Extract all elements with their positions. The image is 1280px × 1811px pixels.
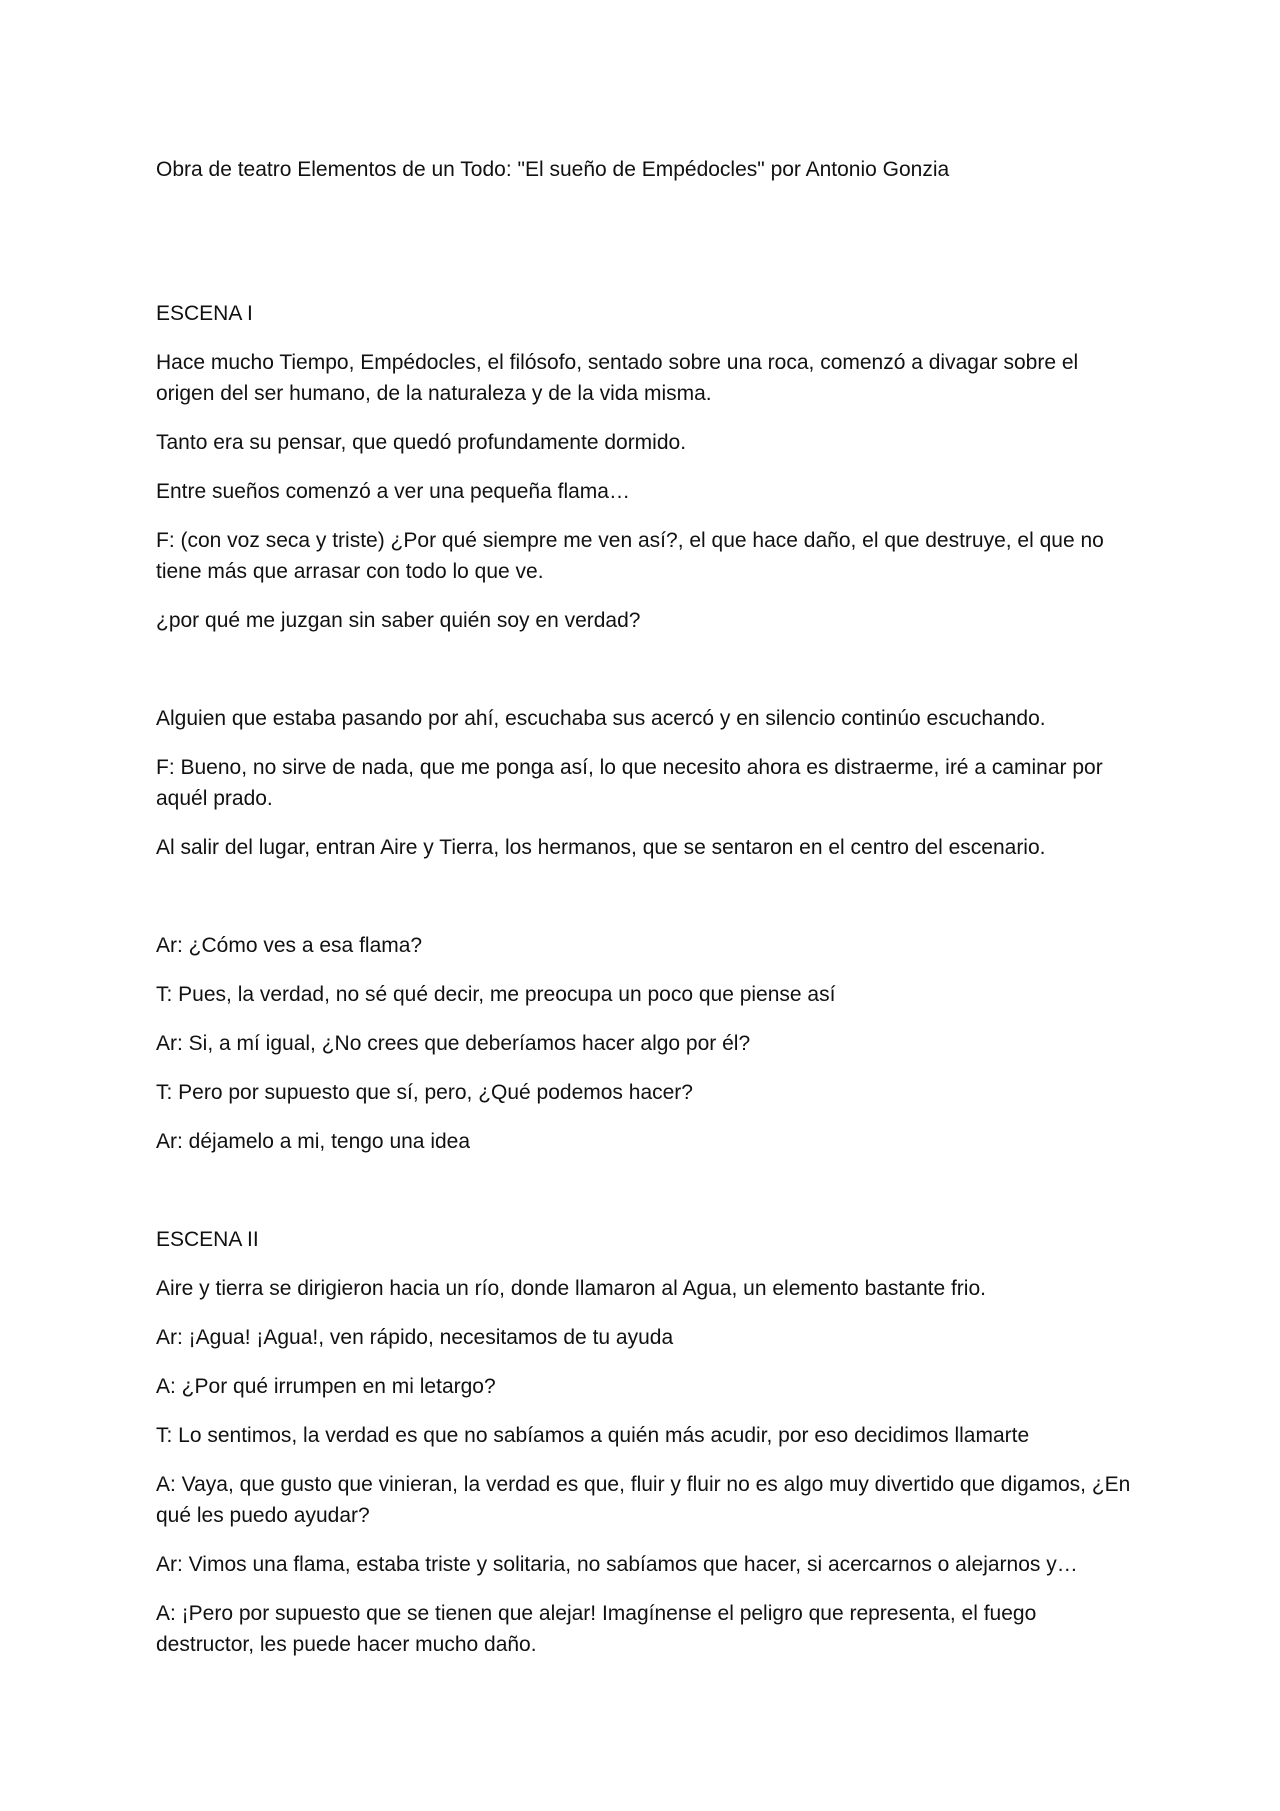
dialogue-line: A: Vaya, que gusto que vinieran, la verdad es que, fluir y fluir no es algo muy divertido que digamos, ¿En qué les puedo ayudar?	[156, 1473, 1131, 1527]
dialogue-line: Ar: déjamelo a mi, tengo una idea	[156, 1130, 471, 1153]
dialogue-line: A: ¡Pero por supuesto que se tienen que alejar! Imagínense el peligro que representa, el fuego destructor, les puede hacer mucho daño.	[156, 1602, 1037, 1656]
paragraph: Al salir del lugar, entran Aire y Tierra, los hermanos, que se sentaron en el centro del escenario.	[156, 836, 1046, 859]
paragraph: Alguien que estaba pasando por ahí, escuchaba sus acercó y en silencio continúo escuchando.	[156, 707, 1046, 730]
paragraph: Aire y tierra se dirigieron hacia un río, donde llamaron al Agua, un elemento bastante frio.	[156, 1277, 986, 1300]
scene-heading: ESCENA I	[156, 302, 253, 325]
blank-line	[156, 1175, 1136, 1224]
dialogue-line: F: (con voz seca y triste) ¿Por qué siempre me ven así?, el que hace daño, el que destruye, el que no tiene más que arrasar con todo lo que ve.	[156, 529, 1104, 583]
document-page	[156, 154, 1136, 1678]
dialogue-line: A: ¿Por qué irrumpen en mi letargo?	[156, 1375, 496, 1398]
paragraph: Hace mucho Tiempo, Empédocles, el filósofo, sentado sobre una roca, comenzó a divagar sobre el origen del ser humano, de la naturaleza y de la vida misma.	[156, 351, 1079, 405]
blank-line	[156, 881, 1136, 930]
dialogue-line: T: Lo sentimos, la verdad es que no sabíamos a quién más acudir, por eso decidimos llamarte	[156, 1424, 1030, 1447]
dialogue-line: ¿por qué me juzgan sin saber quién soy en verdad?	[156, 609, 641, 632]
dialogue-line: Ar: Si, a mí igual, ¿No crees que deberíamos hacer algo por él?	[156, 1032, 751, 1055]
dialogue-line: F: Bueno, no sirve de nada, que me ponga así, lo que necesito ahora es distraerme, iré a caminar por aquél prado.	[156, 756, 1103, 810]
dialogue-line: Ar: Vimos una flama, estaba triste y solitaria, no sabíamos que hacer, si acercarnos o alejarnos y…	[156, 1553, 1078, 1576]
paragraph: Entre sueños comenzó a ver una pequeña flama…	[156, 480, 630, 503]
paragraph: Tanto era su pensar, que quedó profundamente dormido.	[156, 431, 687, 454]
dialogue-line: T: Pero por supuesto que sí, pero, ¿Qué podemos hacer?	[156, 1081, 693, 1104]
dialogue-line: Ar: ¡Agua! ¡Agua!, ven rápido, necesitamos de tu ayuda	[156, 1326, 674, 1349]
scene-heading: ESCENA II	[156, 1228, 259, 1251]
blank-line	[156, 654, 1136, 703]
dialogue-line: Ar: ¿Cómo ves a esa flama?	[156, 934, 423, 957]
dialogue-line: T: Pues, la verdad, no sé qué decir, me preocupa un poco que piense así	[156, 983, 836, 1006]
document-title: Obra de teatro Elementos de un Todo: "El sueño de Empédocles" por Antonio Gonzia	[156, 158, 950, 181]
